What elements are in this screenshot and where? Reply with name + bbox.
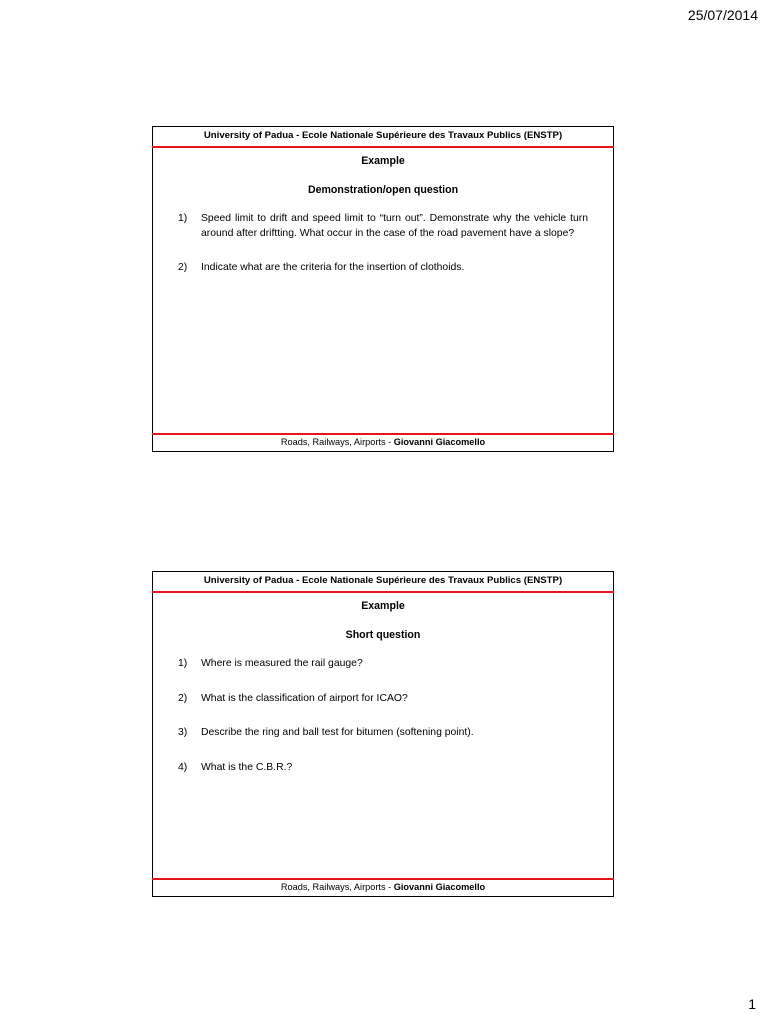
slide-subtitle: Short question [345,629,421,641]
slide-1 [152,126,614,452]
header-rule [152,146,614,148]
slide-header: University of Padua - Ecole Nationale Supérieure des Travaux Publics (ENSTP) [203,575,563,586]
slide-header: University of Padua - Ecole Nationale Supérieure des Travaux Publics (ENSTP) [203,130,563,141]
page-number: 1 [748,996,756,1012]
question-text: Speed limit to drift and speed limit to “turn out”. Demonstrate why the vehicle turn around after driftting. What occur in the case of the road pavement have a slope? [201,213,588,239]
question-text: Describe the ring and ball test for bitumen (softening point). [201,727,474,738]
slide-title: Example [361,155,405,167]
question-number: 4) [178,761,188,773]
slide-2 [152,571,614,897]
slide-footer [153,433,613,451]
question-item [178,726,588,741]
question-number: 2) [178,262,188,273]
question-text: Where is measured the rail gauge? [201,658,363,669]
question-number: 3) [178,727,188,738]
question-list [178,657,588,775]
footer-author: Giovanni Giacomello [393,882,486,892]
question-text: What is the C.B.R.? [201,761,293,773]
question-number: 2) [178,692,188,704]
question-number: 1) [178,213,188,224]
question-list [178,212,588,276]
slide-subtitle: Demonstration/open question [307,184,459,196]
footer-separator: - [385,882,394,892]
slide-footer [153,878,613,896]
footer-course: Roads, Railways, Airports [280,437,386,447]
question-text: What is the classification of airport for ICAO? [201,692,408,704]
question-item [178,657,588,672]
header-rule [152,591,614,593]
footer-course: Roads, Railways, Airports [280,882,386,892]
slide-title: Example [361,600,405,612]
page-date: 25/07/2014 [687,7,758,23]
footer-author: Giovanni Giacomello [393,437,486,447]
question-item [178,212,588,241]
question-item [178,692,588,707]
question-item [178,761,588,776]
question-item [178,261,588,276]
question-number: 1) [178,658,188,669]
footer-separator: - [385,437,394,447]
question-text: Indicate what are the criteria for the insertion of clothoids. [201,262,465,273]
